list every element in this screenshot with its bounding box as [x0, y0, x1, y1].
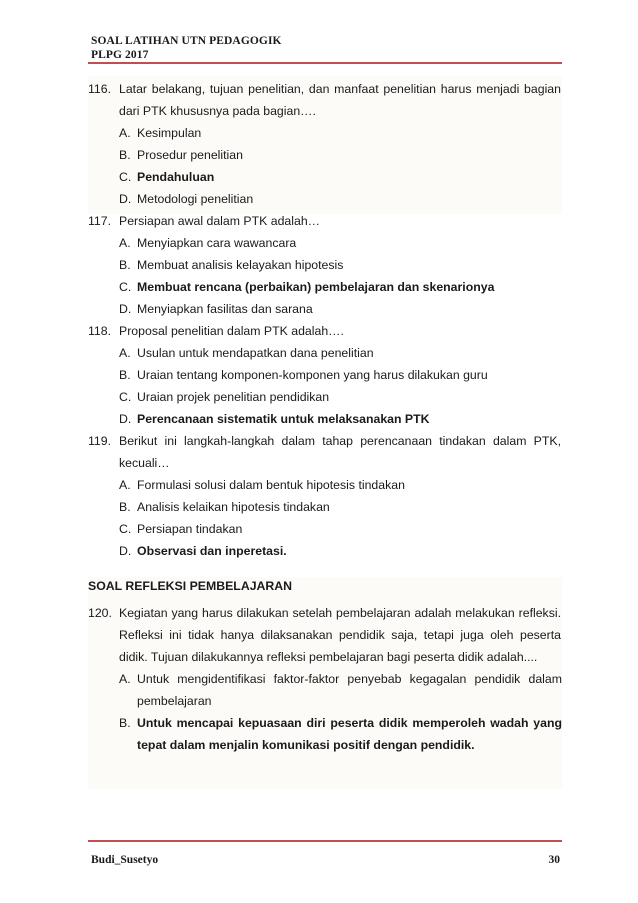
- header-subtitle: PLPG 2017: [91, 49, 149, 61]
- option-c-answer: [119, 276, 562, 298]
- option-text: Prosedur penelitian: [137, 148, 243, 162]
- question-number: 120.: [88, 606, 112, 620]
- question-item: [88, 602, 562, 668]
- option-c-answer: [119, 166, 562, 188]
- footer-divider: [88, 840, 562, 842]
- header-divider: [88, 62, 562, 64]
- option-label: A.: [119, 478, 131, 492]
- option-a: [119, 122, 562, 144]
- option-text: Membuat rencana (perbaikan) pembelajaran dan skenarionya: [137, 280, 495, 294]
- option-label: A.: [119, 126, 131, 140]
- option-d-answer: [119, 540, 562, 562]
- option-text: Observasi dan inperetasi.: [137, 544, 287, 558]
- option-label: C.: [119, 280, 132, 294]
- option-label: D.: [119, 192, 132, 206]
- question-stem: Persiapan awal dalam PTK adalah…: [119, 214, 320, 228]
- header-title: SOAL LATIHAN UTN PEDAGOGIK: [91, 35, 282, 47]
- option-label: C.: [119, 170, 132, 184]
- option-label: A.: [119, 672, 131, 686]
- footer-author: Budi_Susetyo: [91, 854, 159, 866]
- option-text: Usulan untuk mendapatkan dana penelitian: [137, 346, 374, 360]
- option-label: D.: [119, 544, 132, 558]
- question-list: [88, 78, 562, 756]
- option-text: Persiapan tindakan: [137, 522, 243, 536]
- option-label: C.: [119, 390, 132, 404]
- option-b: [119, 144, 562, 166]
- option-label: D.: [119, 412, 132, 426]
- option-text: Untuk mencapai kepuasaan diri peserta didik memperoleh wadah yang tepat dalam menjalin komunikasi positif dengan pendidik.: [137, 716, 562, 752]
- option-label: B.: [119, 148, 131, 162]
- option-b: [119, 364, 562, 386]
- option-d: [119, 298, 562, 320]
- question-item: [88, 78, 562, 122]
- option-label: D.: [119, 302, 132, 316]
- question-stem: Kegiatan yang harus dilakukan setelah pembelajaran adalah melakukan refleksi. Refleksi ini tidak hanya dilaksanakan pendidik saja, tetapi juga oleh peserta didik. Tujuan dilakukannya refleksi pembelajaran bagi peserta didik adalah....: [119, 606, 561, 664]
- option-label: A.: [119, 346, 131, 360]
- option-text: Uraian projek penelitian pendidikan: [137, 390, 330, 404]
- option-b-answer: [119, 712, 562, 756]
- question-item: [88, 210, 562, 232]
- question-stem: Latar belakang, tujuan penelitian, dan manfaat penelitian harus menjadi bagian dari PTK khususnya pada bagian….: [119, 82, 561, 118]
- option-text: Formulasi solusi dalam bentuk hipotesis tindakan: [137, 478, 405, 492]
- section-title: SOAL REFLEKSI PEMBELAJARAN: [88, 579, 293, 593]
- option-c: [119, 386, 562, 408]
- option-a: [119, 232, 562, 254]
- option-label: B.: [119, 716, 131, 730]
- option-a: [119, 668, 562, 712]
- option-text: Perencanaan sistematik untuk melaksanakan PTK: [137, 412, 430, 426]
- question-stem: Berikut ini langkah-langkah dalam tahap perencanaan tindakan dalam PTK, kecuali…: [119, 434, 561, 470]
- option-b: [119, 254, 562, 276]
- option-d: [119, 188, 562, 210]
- option-b: [119, 496, 562, 518]
- option-text: Pendahuluan: [137, 170, 215, 184]
- question-number: 118.: [88, 324, 112, 338]
- question-number: 119.: [88, 434, 112, 448]
- option-text: Kesimpulan: [137, 126, 202, 140]
- question-number: 116.: [88, 82, 112, 96]
- option-text: Untuk mengidentifikasi faktor-faktor penyebab kegagalan pendidik dalam pembelajaran: [137, 672, 562, 708]
- option-label: A.: [119, 236, 131, 250]
- option-text: Analisis kelaikan hipotesis tindakan: [137, 500, 330, 514]
- question-item: [88, 430, 562, 474]
- option-label: B.: [119, 258, 131, 272]
- option-label: C.: [119, 522, 132, 536]
- option-text: Menyiapkan cara wawancara: [137, 236, 297, 250]
- page-header: [91, 34, 282, 62]
- option-label: B.: [119, 368, 131, 382]
- option-text: Metodologi penelitian: [137, 192, 254, 206]
- option-a: [119, 342, 562, 364]
- option-c: [119, 518, 562, 540]
- option-d-answer: [119, 408, 562, 430]
- option-text: Uraian tentang komponen-komponen yang harus dilakukan guru: [137, 368, 488, 382]
- question-stem: Proposal penelitian dalam PTK adalah….: [119, 324, 344, 338]
- question-number: 117.: [88, 214, 112, 228]
- option-text: Menyiapkan fasilitas dan sarana: [137, 302, 313, 316]
- option-a: [119, 474, 562, 496]
- page-number: 30: [548, 854, 560, 866]
- option-label: B.: [119, 500, 131, 514]
- option-text: Membuat analisis kelayakan hipotesis: [137, 258, 344, 272]
- question-item: [88, 320, 562, 342]
